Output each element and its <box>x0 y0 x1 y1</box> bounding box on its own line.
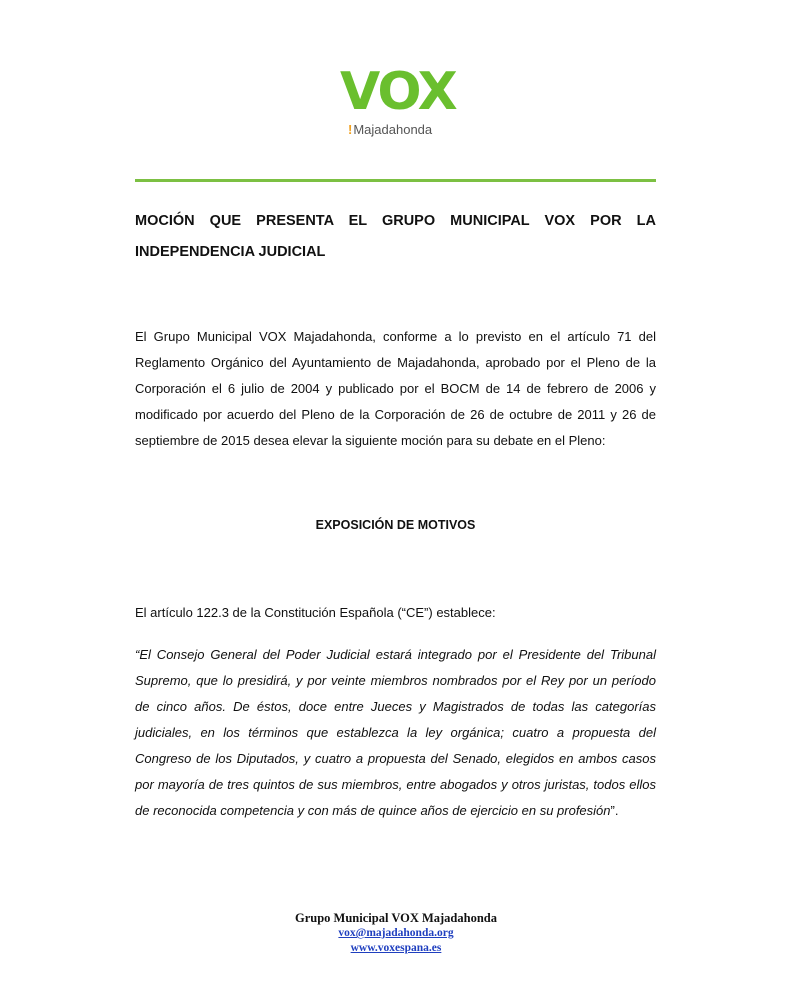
article-intro-paragraph: El artículo 122.3 de la Constitución Española (“CE”) establece: <box>135 605 496 620</box>
logo-wordmark: VOX <box>340 62 456 122</box>
page-footer <box>246 910 546 956</box>
logo-subtitle-mark: ! <box>348 122 353 137</box>
section-heading: EXPOSICIÓN DE MOTIVOS <box>315 518 476 532</box>
logo-subtitle-text: Majadahonda <box>353 122 433 137</box>
footer-org-name: Grupo Municipal VOX Majadahonda <box>295 911 497 925</box>
motion-title <box>135 206 656 268</box>
footer-email-link[interactable]: vox@majadahonda.org <box>338 927 454 939</box>
quote-closing: ”. <box>610 803 619 818</box>
quote-text: “El Consejo General del Poder Judicial estará integrado por el Presidente del Tribunal Supremo, que lo presidirá, y por veinte miembros nombrados por el Rey por un período de cinco años. De éstos, doce entre Jueces y Magistrados de todas las categorías judiciales, en los términos que establezca la ley orgánica; cuatro a propuesta del Congreso de los Diputados, y cuatro a propuesta del Senado, elegidos en ambos casos por mayoría de tres quintos de sus miembros, entre abogados y otros juristas, todos ellos de reconocida competencia y con más de quince años de ejercicio en su profesión <box>135 647 656 818</box>
vox-logo <box>336 62 456 142</box>
motion-title-line-1: MOCIÓN QUE PRESENTA EL GRUPO MUNICIPAL VOX POR LA <box>135 213 656 229</box>
intro-paragraph: El Grupo Municipal VOX Majadahonda, conforme a lo previsto en el artículo 71 del Reglamento Orgánico del Ayuntamiento de Majadahonda, aprobado por el Pleno de la Corporación el 6 julio de 2004 y publicado por el BOCM de 14 de febrero de 2006 y modificado por acuerdo del Pleno de la Corporación de 26 de octubre de 2011 y 26 de septiembre de 2015 desea elevar la siguiente moción para su debate en el Pleno: <box>135 329 656 448</box>
constitution-quote <box>135 642 656 824</box>
header-divider <box>135 179 656 182</box>
footer-website-link[interactable]: www.voxespana.es <box>350 942 442 954</box>
motion-title-line-2: INDEPENDENCIA JUDICIAL <box>135 244 326 260</box>
logo-subtitle <box>348 122 432 138</box>
